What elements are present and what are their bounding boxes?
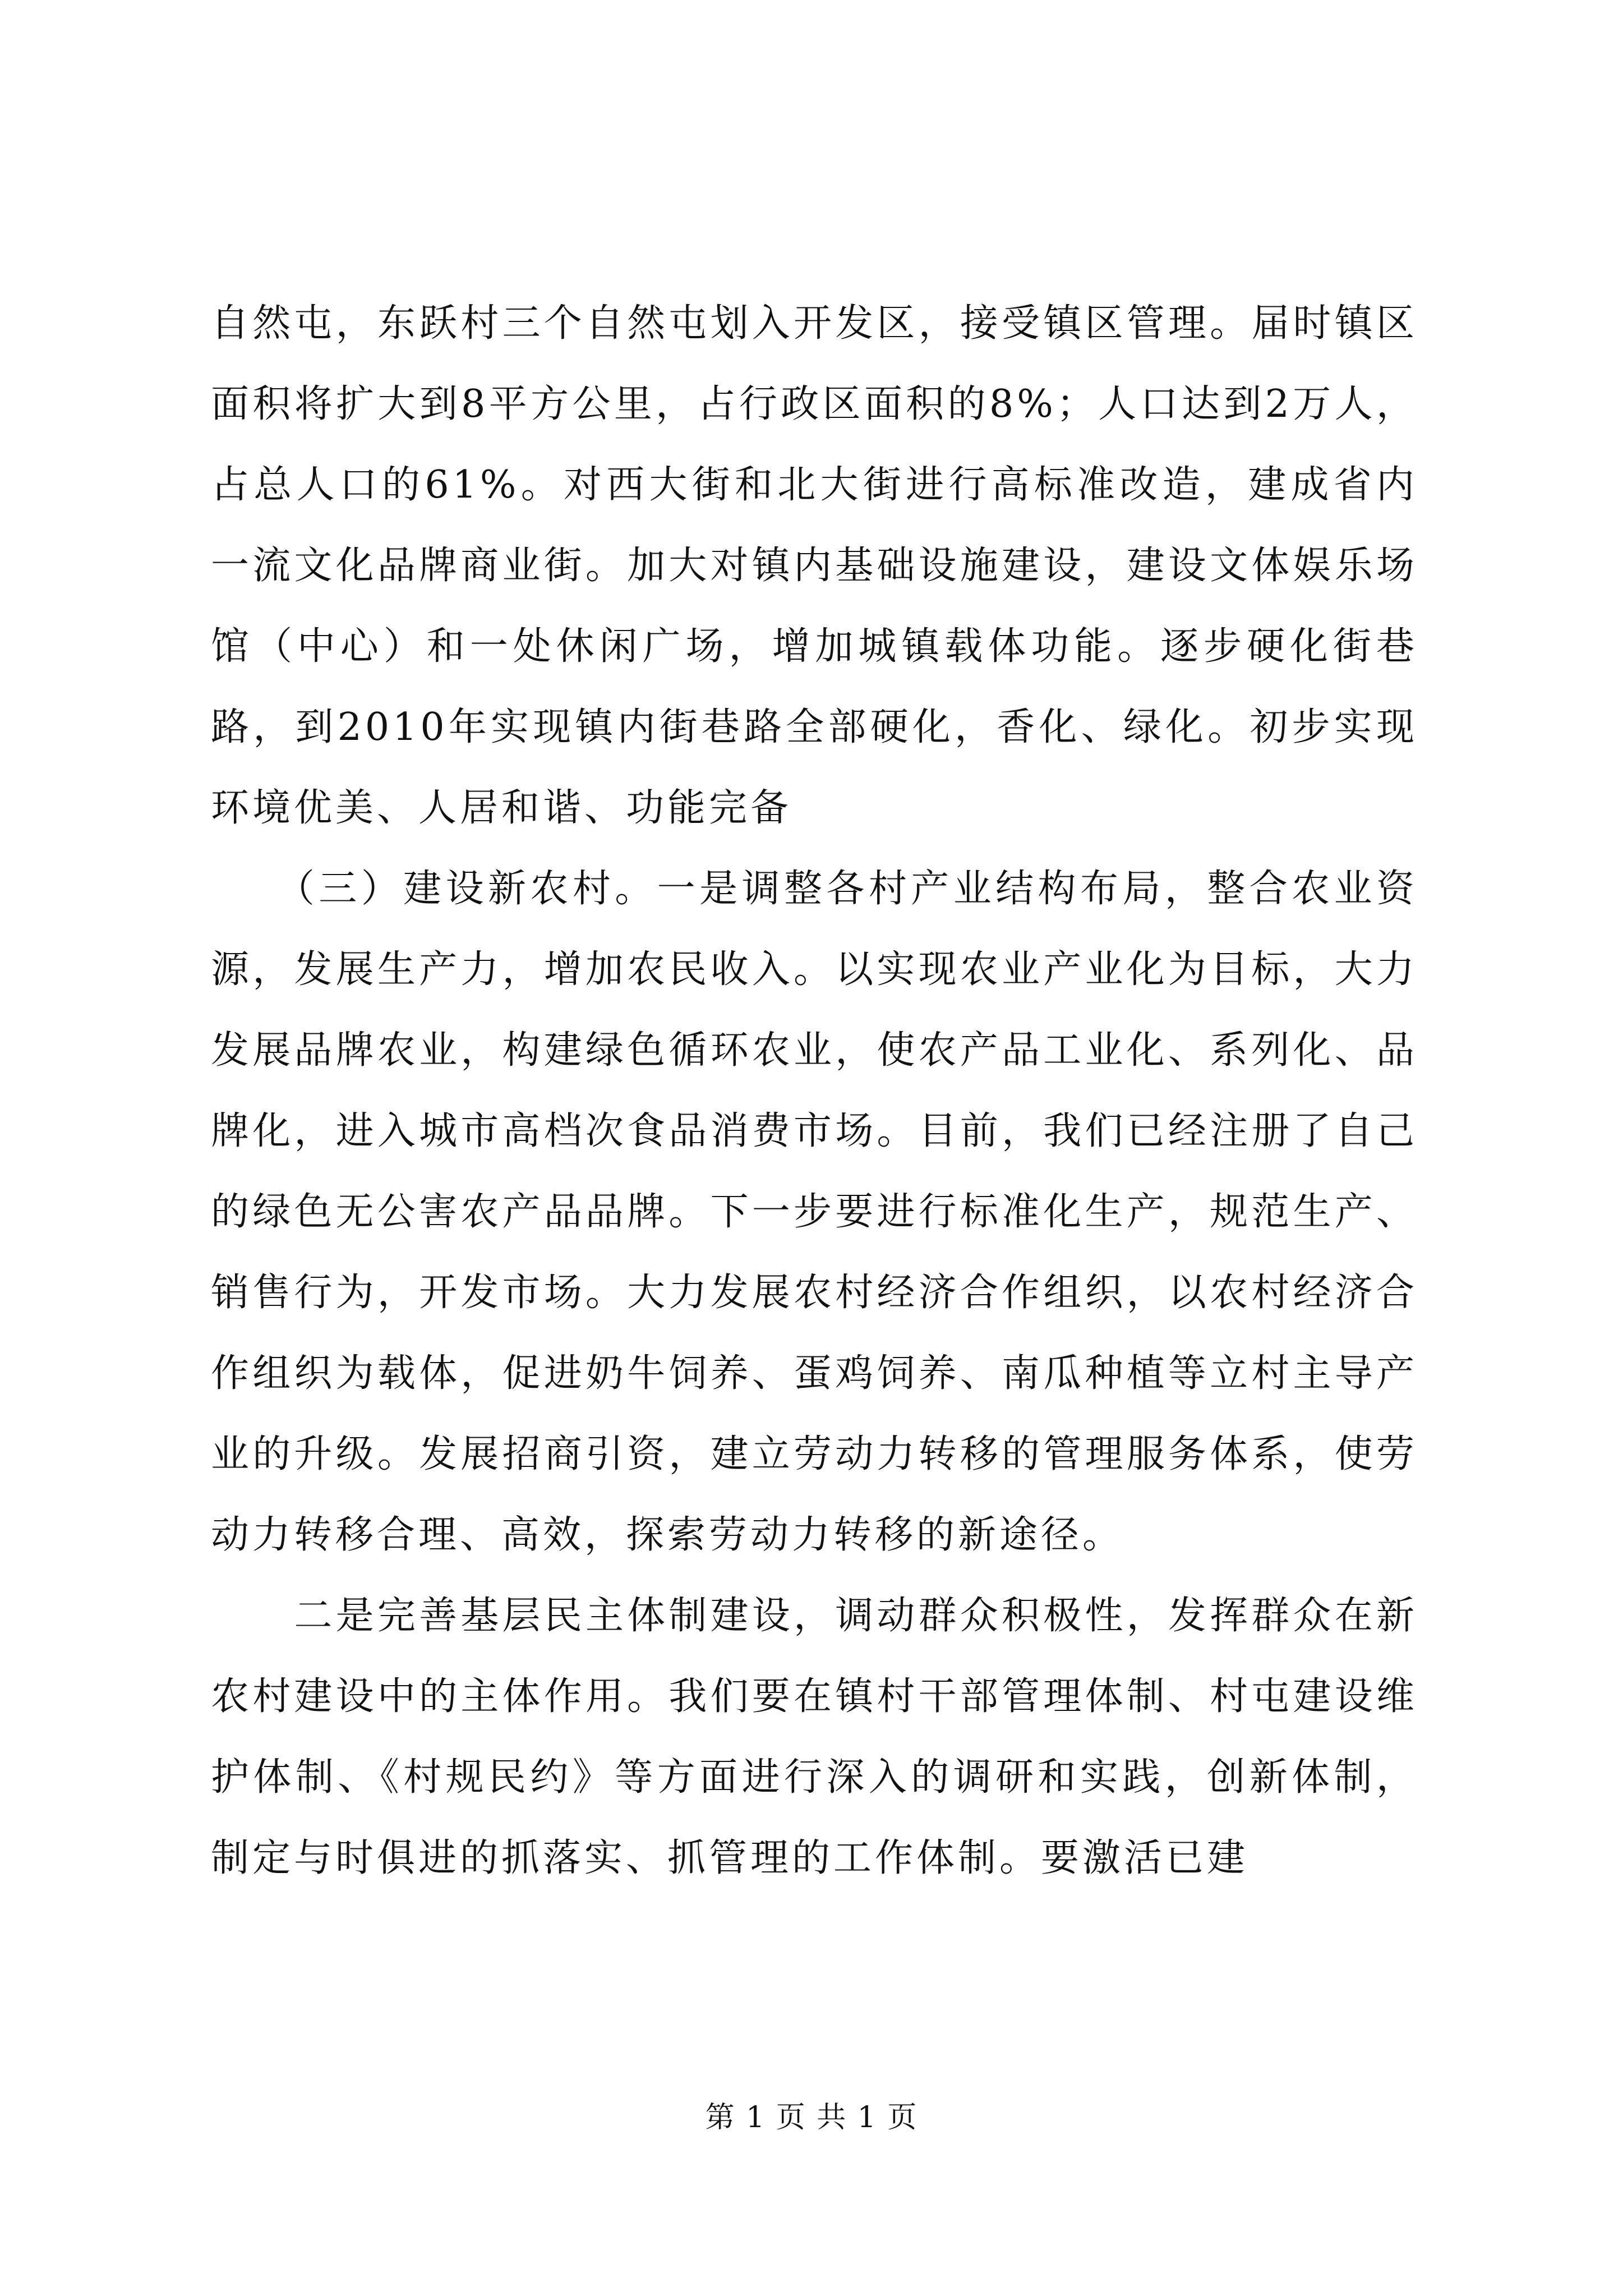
document-body [211,283,1418,1899]
body-paragraph-2: （三）建设新农村。一是调整各村产业结构布局，整合农业资源，发展生产力，增加农民收入。以实现农业产业化为目标，大力发展品牌农业，构建绿色循环农业，使农产品工业化、系列化、品牌化，进入城市高档次食品消费市场。目前，我们已经注册了自己的绿色无公害农产品品牌。下一步要进行标准化生产，规范生产、销售行为，开发市场。大力发展农村经济合作组织，以农村经济合作组织为载体，促进奶牛饲养、蛋鸡饲养、南瓜种植等立村主导产业的升级。发展招商引资，建立劳动力转移的管理服务体系，使劳动力转移合理、高效，探索劳动力转移的新途径。 [211,867,1418,1557]
page-footer: 第 1 页 共 1 页 [705,2101,918,2134]
body-paragraph-1: 自然屯，东跃村三个自然屯划入开发区，接受镇区管理。届时镇区面积将扩大到8平方公里，占行政区面积的8%；人口达到2万人，占总人口的61%。对西大街和北大街进行高标准改造，建成省内一流文化品牌商业街。加大对镇内基础设施建设，建设文体娱乐场馆（中心）和一处休闲广场，增加城镇载体功能。逐步硬化街巷路，到2010年实现镇内街巷路全部硬化，香化、绿化。初步实现环境优美、人居和谐、功能完备 [211,301,1418,830]
body-paragraph-3: 二是完善基层民主体制建设，调动群众积极性，发挥群众在新农村建设中的主体作用。我们要在镇村干部管理体制、村屯建设维护体制、《村规民约》等方面进行深入的调研和实践，创新体制，制定与时俱进的抓落实、抓管理的工作体制。要激活已建 [211,1594,1418,1880]
